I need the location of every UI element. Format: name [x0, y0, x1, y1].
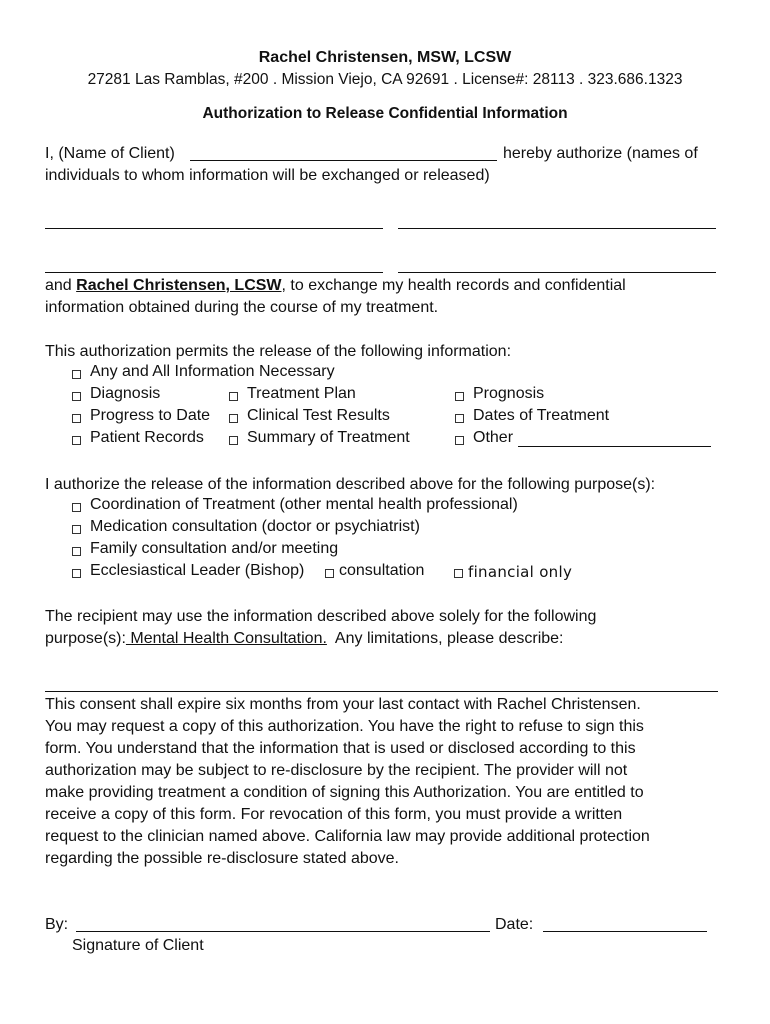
clinical-tests-label: Clinical Test Results [247, 407, 390, 424]
consent-line-6: receive a copy of this form. For revocation of this form, you must provide a written [45, 806, 623, 823]
consent-line-3: form. You understand that the information that is used or disclosed according to this [45, 740, 636, 757]
recipient-text: The recipient may use the information described above solely for the following [45, 608, 597, 625]
other-label: Other [473, 429, 514, 446]
ecclesiastical-label: Ecclesiastical Leader (Bishop) [90, 562, 305, 579]
mental-health-purpose: Mental Health Consultation. [125, 630, 327, 647]
limitations-prompt: Any limitations, please describe: [326, 630, 564, 647]
dates-label: Dates of Treatment [473, 407, 610, 424]
progress-label: Progress to Date [90, 407, 211, 424]
consent-line-4: authorization may be subject to re-disclosure by the recipient. The provider will not [45, 762, 628, 779]
patient-records-checkbox[interactable] [72, 436, 81, 445]
purpose-line [45, 628, 563, 650]
authorize-text: hereby authorize (names of [503, 145, 698, 162]
summary-label: Summary of Treatment [247, 429, 410, 446]
release-heading: This authorization permits the release of the following information: [45, 343, 512, 360]
diagnosis-checkbox[interactable] [72, 392, 81, 401]
treatment-plan-checkbox[interactable] [229, 392, 238, 401]
progress-checkbox[interactable] [72, 414, 81, 423]
purpose-heading: I authorize the release of the information described above for the following purpose(s): [45, 476, 656, 493]
clinical-tests-checkbox[interactable] [229, 414, 238, 423]
client-name-field[interactable] [190, 160, 497, 161]
dates-checkbox[interactable] [455, 414, 464, 423]
consent-line-7: request to the clinician named above. California law may provide additional protection [45, 828, 650, 845]
clinician-name: Rachel Christensen, LCSW [76, 277, 282, 294]
recipient-field-3[interactable] [45, 272, 383, 273]
consultation-label: consultation [339, 562, 425, 579]
consent-line-8: regarding the possible re-disclosure stated above. [45, 850, 399, 867]
other-field[interactable] [518, 446, 711, 447]
diagnosis-label: Diagnosis [90, 385, 161, 402]
recipient-field-1[interactable] [45, 228, 383, 229]
and-suffix: , to exchange my health records and confidential [281, 277, 626, 294]
practice-address: 27281 Las Ramblas, #200 . Mission Viejo, CA 92691 . License#: 28113 . 323.686.1323 [87, 71, 683, 88]
date-label: Date: [495, 916, 534, 933]
signature-field[interactable] [76, 931, 490, 932]
recipient-field-4[interactable] [398, 272, 716, 273]
medication-label: Medication consultation (doctor or psychiatrist) [90, 518, 420, 535]
client-name-label: I, (Name of Client) [45, 145, 175, 162]
consent-line-5: make providing treatment a condition of signing this Authorization. You are entitled to [45, 784, 644, 801]
date-field[interactable] [543, 931, 707, 932]
summary-checkbox[interactable] [229, 436, 238, 445]
medication-checkbox[interactable] [72, 525, 81, 534]
treatment-text: information obtained during the course of my treatment. [45, 299, 439, 316]
and-prefix: and [45, 277, 77, 294]
consent-line-2: You may request a copy of this authorization. You have the right to refuse to sign this [45, 718, 644, 735]
individuals-text: individuals to whom information will be exchanged or released) [45, 167, 490, 184]
any-all-label: Any and All Information Necessary [90, 363, 335, 380]
any-all-checkbox[interactable] [72, 370, 81, 379]
exchange-text [45, 275, 626, 297]
coordination-checkbox[interactable] [72, 503, 81, 512]
coordination-label: Coordination of Treatment (other mental health professional) [90, 496, 518, 513]
other-checkbox[interactable] [455, 436, 464, 445]
signature-caption: Signature of Client [72, 937, 204, 954]
consultation-checkbox[interactable] [325, 569, 334, 578]
recipient-field-2[interactable] [398, 228, 716, 229]
treatment-plan-label: Treatment Plan [247, 385, 356, 402]
family-checkbox[interactable] [72, 547, 81, 556]
practitioner-name: Rachel Christensen, MSW, LCSW [258, 49, 512, 66]
prognosis-label: Prognosis [473, 385, 545, 402]
financial-checkbox[interactable] [454, 569, 463, 578]
family-label: Family consultation and/or meeting [90, 540, 339, 557]
form-title: Authorization to Release Confidential Information [202, 105, 568, 122]
ecclesiastical-checkbox[interactable] [72, 569, 81, 578]
purpose-prefix: purpose(s): [45, 630, 126, 647]
prognosis-checkbox[interactable] [455, 392, 464, 401]
patient-records-label: Patient Records [90, 429, 204, 446]
by-label: By: [45, 916, 69, 933]
financial-label: financial only [468, 563, 573, 581]
consent-line-1: This consent shall expire six months from your last contact with Rachel Christensen. [45, 696, 641, 713]
limitations-field[interactable] [45, 691, 718, 692]
